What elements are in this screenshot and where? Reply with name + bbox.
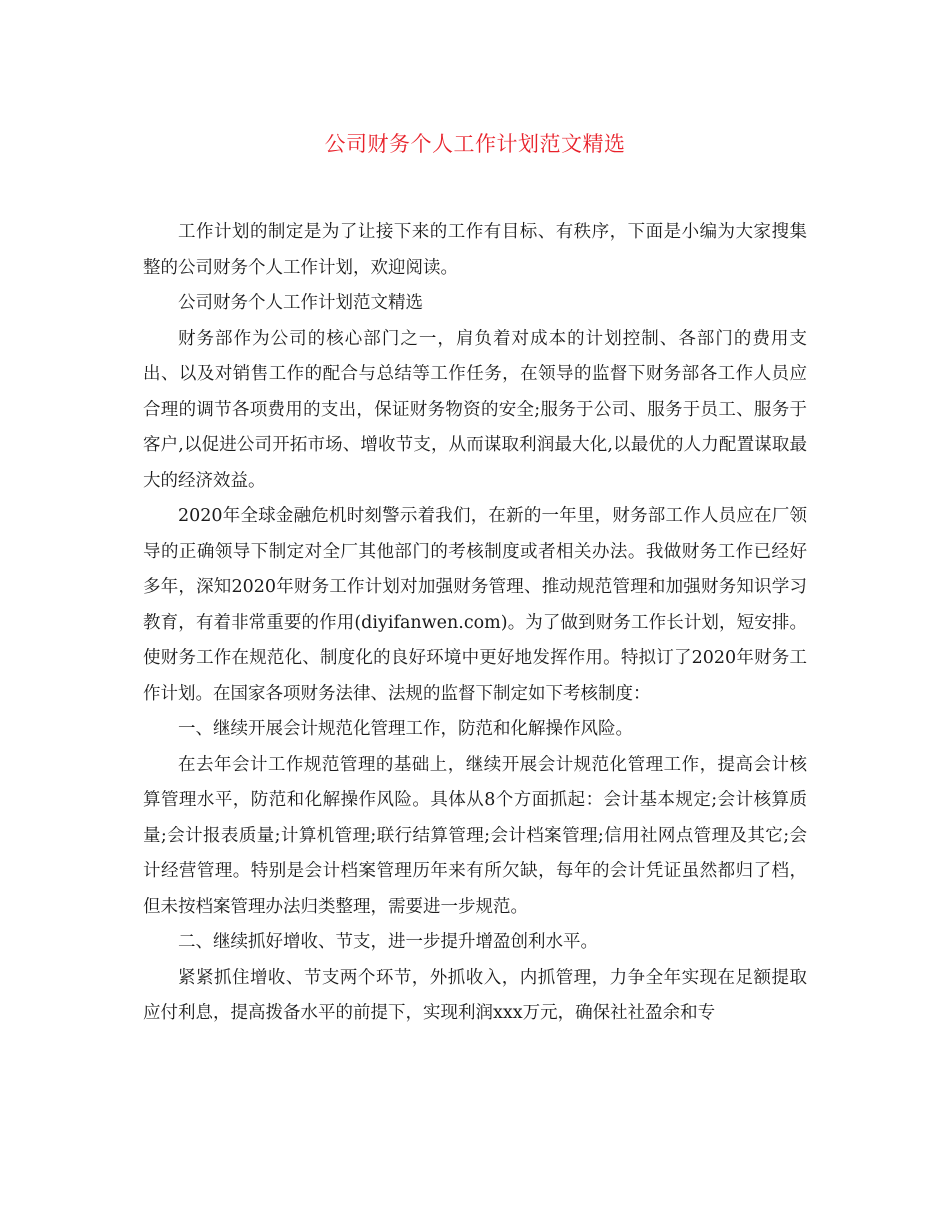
paragraph-revenue-savings: 紧紧抓住增收、节支两个环节，外抓收入，内抓管理，力争全年实现在足额提取应付利息，提高拨备水平的前提下，实现利润xxx万元，确保社社盈余和专 — [143, 967, 807, 1023]
document-title: 公司财务个人工作计划范文精选 — [324, 132, 626, 156]
paragraph-finance-role: 财务部作为公司的核心部门之一，肩负着对成本的计划控制、各部门的费用支出、以及对销售工作的配合与总结等工作任务，在领导的监督下财务部各工作人员应合理的调节各项费用的支出，保证财务物资的安全;服务于公司、服务于员工、服务于客户,以促进公司开拓市场、增收节支，从而谋取利润最大化,以最优的人力配置谋取最大的经济效益。 — [143, 328, 807, 491]
paragraph-accounting-standardization: 在去年会计工作规范管理的基础上，继续开展会计规范化管理工作，提高会计核算管理水平，防范和化解操作风险。具体从8个方面抓起：会计基本规定;会计核算质量;会计报表质量;计算机管理;联行结算管理;会计档案管理;信用社网点管理及其它;会计经营管理。特别是会计档案管理历年来有所欠缺，每年的会计凭证虽然都归了档，但未按档案管理办法归类整理，需要进一步规范。 — [143, 754, 807, 917]
section-heading-1: 一、继续开展会计规范化管理工作，防范和化解操作风险。 — [178, 719, 633, 739]
section-heading-2: 二、继续抓好增收、节支，进一步提升增盈创利水平。 — [178, 932, 598, 952]
paragraph-subtitle: 公司财务个人工作计划范文精选 — [178, 293, 423, 313]
document-body — [143, 215, 807, 1032]
paragraph-intro: 工作计划的制定是为了让接下来的工作有目标、有秩序，下面是小编为大家搜集整的公司财务个人工作计划，欢迎阅读。 — [143, 222, 807, 278]
paragraph-2020-plan: 2020年全球金融危机时刻警示着我们，在新的一年里，财务部工作人员应在厂领导的正确领导下制定对全厂其他部门的考核制度或者相关办法。我做财务工作已经好多年，深知2020年财务工作计划对加强财务管理、推动规范管理和加强财务知识学习教育，有着非常重要的作用(diyifanwen.com)。为了做到财务工作长计划，短安排。使财务工作在规范化、制度化的良好环境中更好地发挥作用。特拟订了2020年财务工作计划。在国家各项财务法律、法规的监督下制定如下考核制度： — [143, 506, 807, 704]
